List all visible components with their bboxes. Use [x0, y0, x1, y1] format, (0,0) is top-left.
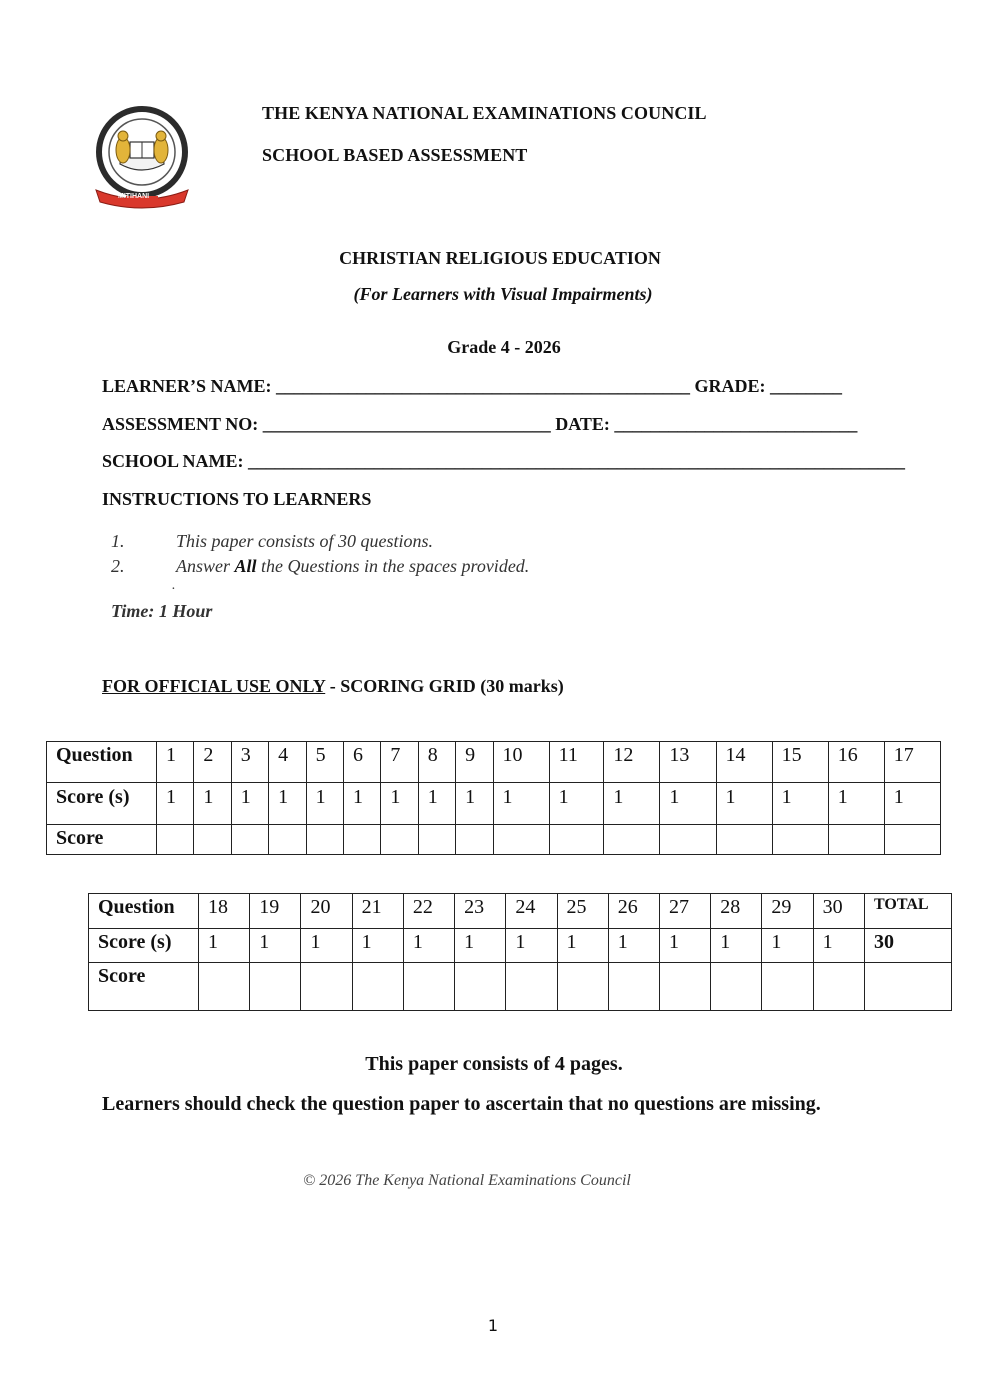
- max-score-cell: 1: [608, 929, 659, 963]
- score-entry-cell[interactable]: [659, 963, 710, 1011]
- score-entry-cell[interactable]: [884, 825, 940, 855]
- max-score-cell: 1: [306, 783, 343, 825]
- score-entry-cell[interactable]: [660, 825, 716, 855]
- max-score-cell: 1: [269, 783, 306, 825]
- score-entry-cell[interactable]: [306, 825, 343, 855]
- subject-subtitle: (For Learners with Visual Impairments): [353, 284, 653, 304]
- max-score-cell: 1: [557, 929, 608, 963]
- score-entry-cell[interactable]: [194, 825, 231, 855]
- score-entry-cell[interactable]: [456, 825, 493, 855]
- question-number-cell: 19: [250, 894, 301, 929]
- question-number-cell: 22: [403, 894, 454, 929]
- max-score-cell: 1: [493, 783, 549, 825]
- instruction-dot: .: [172, 578, 176, 593]
- question-number-cell: 29: [762, 894, 813, 929]
- question-number-cell: 3: [231, 742, 268, 783]
- question-number-cell: 4: [269, 742, 306, 783]
- question-number-cell: 7: [381, 742, 418, 783]
- score-entry-cell[interactable]: [157, 825, 194, 855]
- question-number-cell: 30: [813, 894, 864, 929]
- max-score-cell: 1: [381, 783, 418, 825]
- question-number-cell: 16: [828, 742, 884, 783]
- question-number-cell: 12: [604, 742, 660, 783]
- total-label: TOTAL: [865, 894, 952, 929]
- check-paper-note: Learners should check the question paper to ascertain that no questions are missing.: [102, 1093, 821, 1115]
- question-number-cell: 26: [608, 894, 659, 929]
- instruction-1-num: 1.: [111, 531, 125, 551]
- score-entry-cell[interactable]: [557, 963, 608, 1011]
- max-score-cell: 1: [884, 783, 940, 825]
- question-number-cell: 14: [716, 742, 772, 783]
- score-entry-cell[interactable]: [608, 963, 659, 1011]
- max-score-cell: 1: [813, 929, 864, 963]
- question-number-cell: 21: [352, 894, 403, 929]
- instruction-2-num: 2.: [111, 556, 125, 576]
- assessment-type: SCHOOL BASED ASSESSMENT: [262, 145, 528, 165]
- page-count-note: This paper consists of 4 pages.: [365, 1053, 623, 1075]
- score-entry-cell[interactable]: [381, 825, 418, 855]
- question-number-cell: 11: [549, 742, 604, 783]
- max-score-cell: 1: [772, 783, 828, 825]
- score-s-label: Score (s): [47, 783, 157, 825]
- score-entry-cell[interactable]: [301, 963, 352, 1011]
- question-number-cell: 2: [194, 742, 231, 783]
- question-number-cell: 9: [456, 742, 493, 783]
- max-score-cell: 1: [231, 783, 268, 825]
- page-number: 1: [487, 1316, 499, 1335]
- question-number-cell: 8: [418, 742, 455, 783]
- max-score-cell: 1: [506, 929, 557, 963]
- max-score-cell: 1: [199, 929, 250, 963]
- max-score-cell: 1: [194, 783, 231, 825]
- org-name: THE KENYA NATIONAL EXAMINATIONS COUNCIL: [262, 103, 707, 123]
- max-score-cell: 1: [157, 783, 194, 825]
- school-name-field[interactable]: SCHOOL NAME: _________________________________________________________________________: [102, 451, 906, 471]
- instructions-heading: INSTRUCTIONS TO LEARNERS: [102, 489, 372, 509]
- instruction-1-text: This paper consists of 30 questions.: [176, 531, 434, 551]
- question-number-cell: 25: [557, 894, 608, 929]
- max-score-cell: 1: [343, 783, 380, 825]
- total-entry-cell[interactable]: [865, 963, 952, 1011]
- question-number-cell: 18: [199, 894, 250, 929]
- max-score-cell: 1: [455, 929, 506, 963]
- question-number-cell: 24: [506, 894, 557, 929]
- question-number-cell: 27: [659, 894, 710, 929]
- score-entry-cell[interactable]: [343, 825, 380, 855]
- score-entry-cell[interactable]: [711, 963, 762, 1011]
- question-number-cell: 6: [343, 742, 380, 783]
- max-score-cell: 1: [604, 783, 660, 825]
- score-entry-cell[interactable]: [269, 825, 306, 855]
- score-entry-cell[interactable]: [506, 963, 557, 1011]
- max-score-cell: 1: [250, 929, 301, 963]
- score-entry-cell[interactable]: [455, 963, 506, 1011]
- question-number-cell: 20: [301, 894, 352, 929]
- score-entry-cell[interactable]: [716, 825, 772, 855]
- question-number-cell: 23: [455, 894, 506, 929]
- score-s-label: Score (s): [89, 929, 199, 963]
- max-score-cell: 1: [716, 783, 772, 825]
- score-entry-cell[interactable]: [772, 825, 828, 855]
- score-entry-cell[interactable]: [352, 963, 403, 1011]
- question-number-cell: 15: [772, 742, 828, 783]
- total-value: 30: [865, 929, 952, 963]
- subject-title: CHRISTIAN RELIGIOUS EDUCATION: [339, 248, 661, 268]
- question-label: Question: [47, 742, 157, 783]
- time-allowed: Time: 1 Hour: [111, 601, 213, 621]
- score-entry-cell[interactable]: [604, 825, 660, 855]
- max-score-cell: 1: [549, 783, 604, 825]
- score-label: Score: [47, 825, 157, 855]
- max-score-cell: 1: [762, 929, 813, 963]
- question-number-cell: 5: [306, 742, 343, 783]
- question-number-cell: 17: [884, 742, 940, 783]
- max-score-cell: 1: [711, 929, 762, 963]
- question-number-cell: 13: [660, 742, 716, 783]
- question-number-cell: 1: [157, 742, 194, 783]
- max-score-cell: 1: [301, 929, 352, 963]
- score-entry-cell[interactable]: [549, 825, 604, 855]
- score-entry-cell[interactable]: [828, 825, 884, 855]
- score-entry-cell[interactable]: [250, 963, 301, 1011]
- max-score-cell: 1: [828, 783, 884, 825]
- score-entry-cell[interactable]: [418, 825, 455, 855]
- max-score-cell: 1: [660, 783, 716, 825]
- question-label: Question: [89, 894, 199, 929]
- assessment-no-field[interactable]: ASSESSMENT NO: ________________________________ DATE: ___________________________: [102, 414, 858, 434]
- score-entry-cell[interactable]: [199, 963, 250, 1011]
- grade-line: Grade 4 - 2026: [447, 337, 561, 357]
- scoring-grid-2: [88, 893, 952, 1011]
- score-entry-cell[interactable]: [403, 963, 454, 1011]
- score-entry-cell[interactable]: [231, 825, 268, 855]
- max-score-cell: 1: [352, 929, 403, 963]
- copyright: © 2026 The Kenya National Examinations Council: [303, 1172, 631, 1189]
- max-score-cell: 1: [659, 929, 710, 963]
- score-entry-cell[interactable]: [762, 963, 813, 1011]
- instruction-2-text: Answer All the Questions in the spaces provided.: [176, 556, 530, 576]
- logo-motto: MITIHANI: [118, 193, 150, 200]
- learner-name-field[interactable]: LEARNER’S NAME: ______________________________________________ GRADE: ________: [102, 376, 843, 396]
- max-score-cell: 1: [403, 929, 454, 963]
- score-label: Score: [89, 963, 199, 1011]
- score-entry-cell[interactable]: [493, 825, 549, 855]
- question-number-cell: 28: [711, 894, 762, 929]
- max-score-cell: 1: [456, 783, 493, 825]
- scoring-grid-title: FOR OFFICIAL USE ONLY - SCORING GRID (30 marks): [102, 676, 564, 696]
- score-entry-cell[interactable]: [813, 963, 864, 1011]
- max-score-cell: 1: [418, 783, 455, 825]
- scoring-grid-1: [46, 741, 941, 855]
- question-number-cell: 10: [493, 742, 549, 783]
